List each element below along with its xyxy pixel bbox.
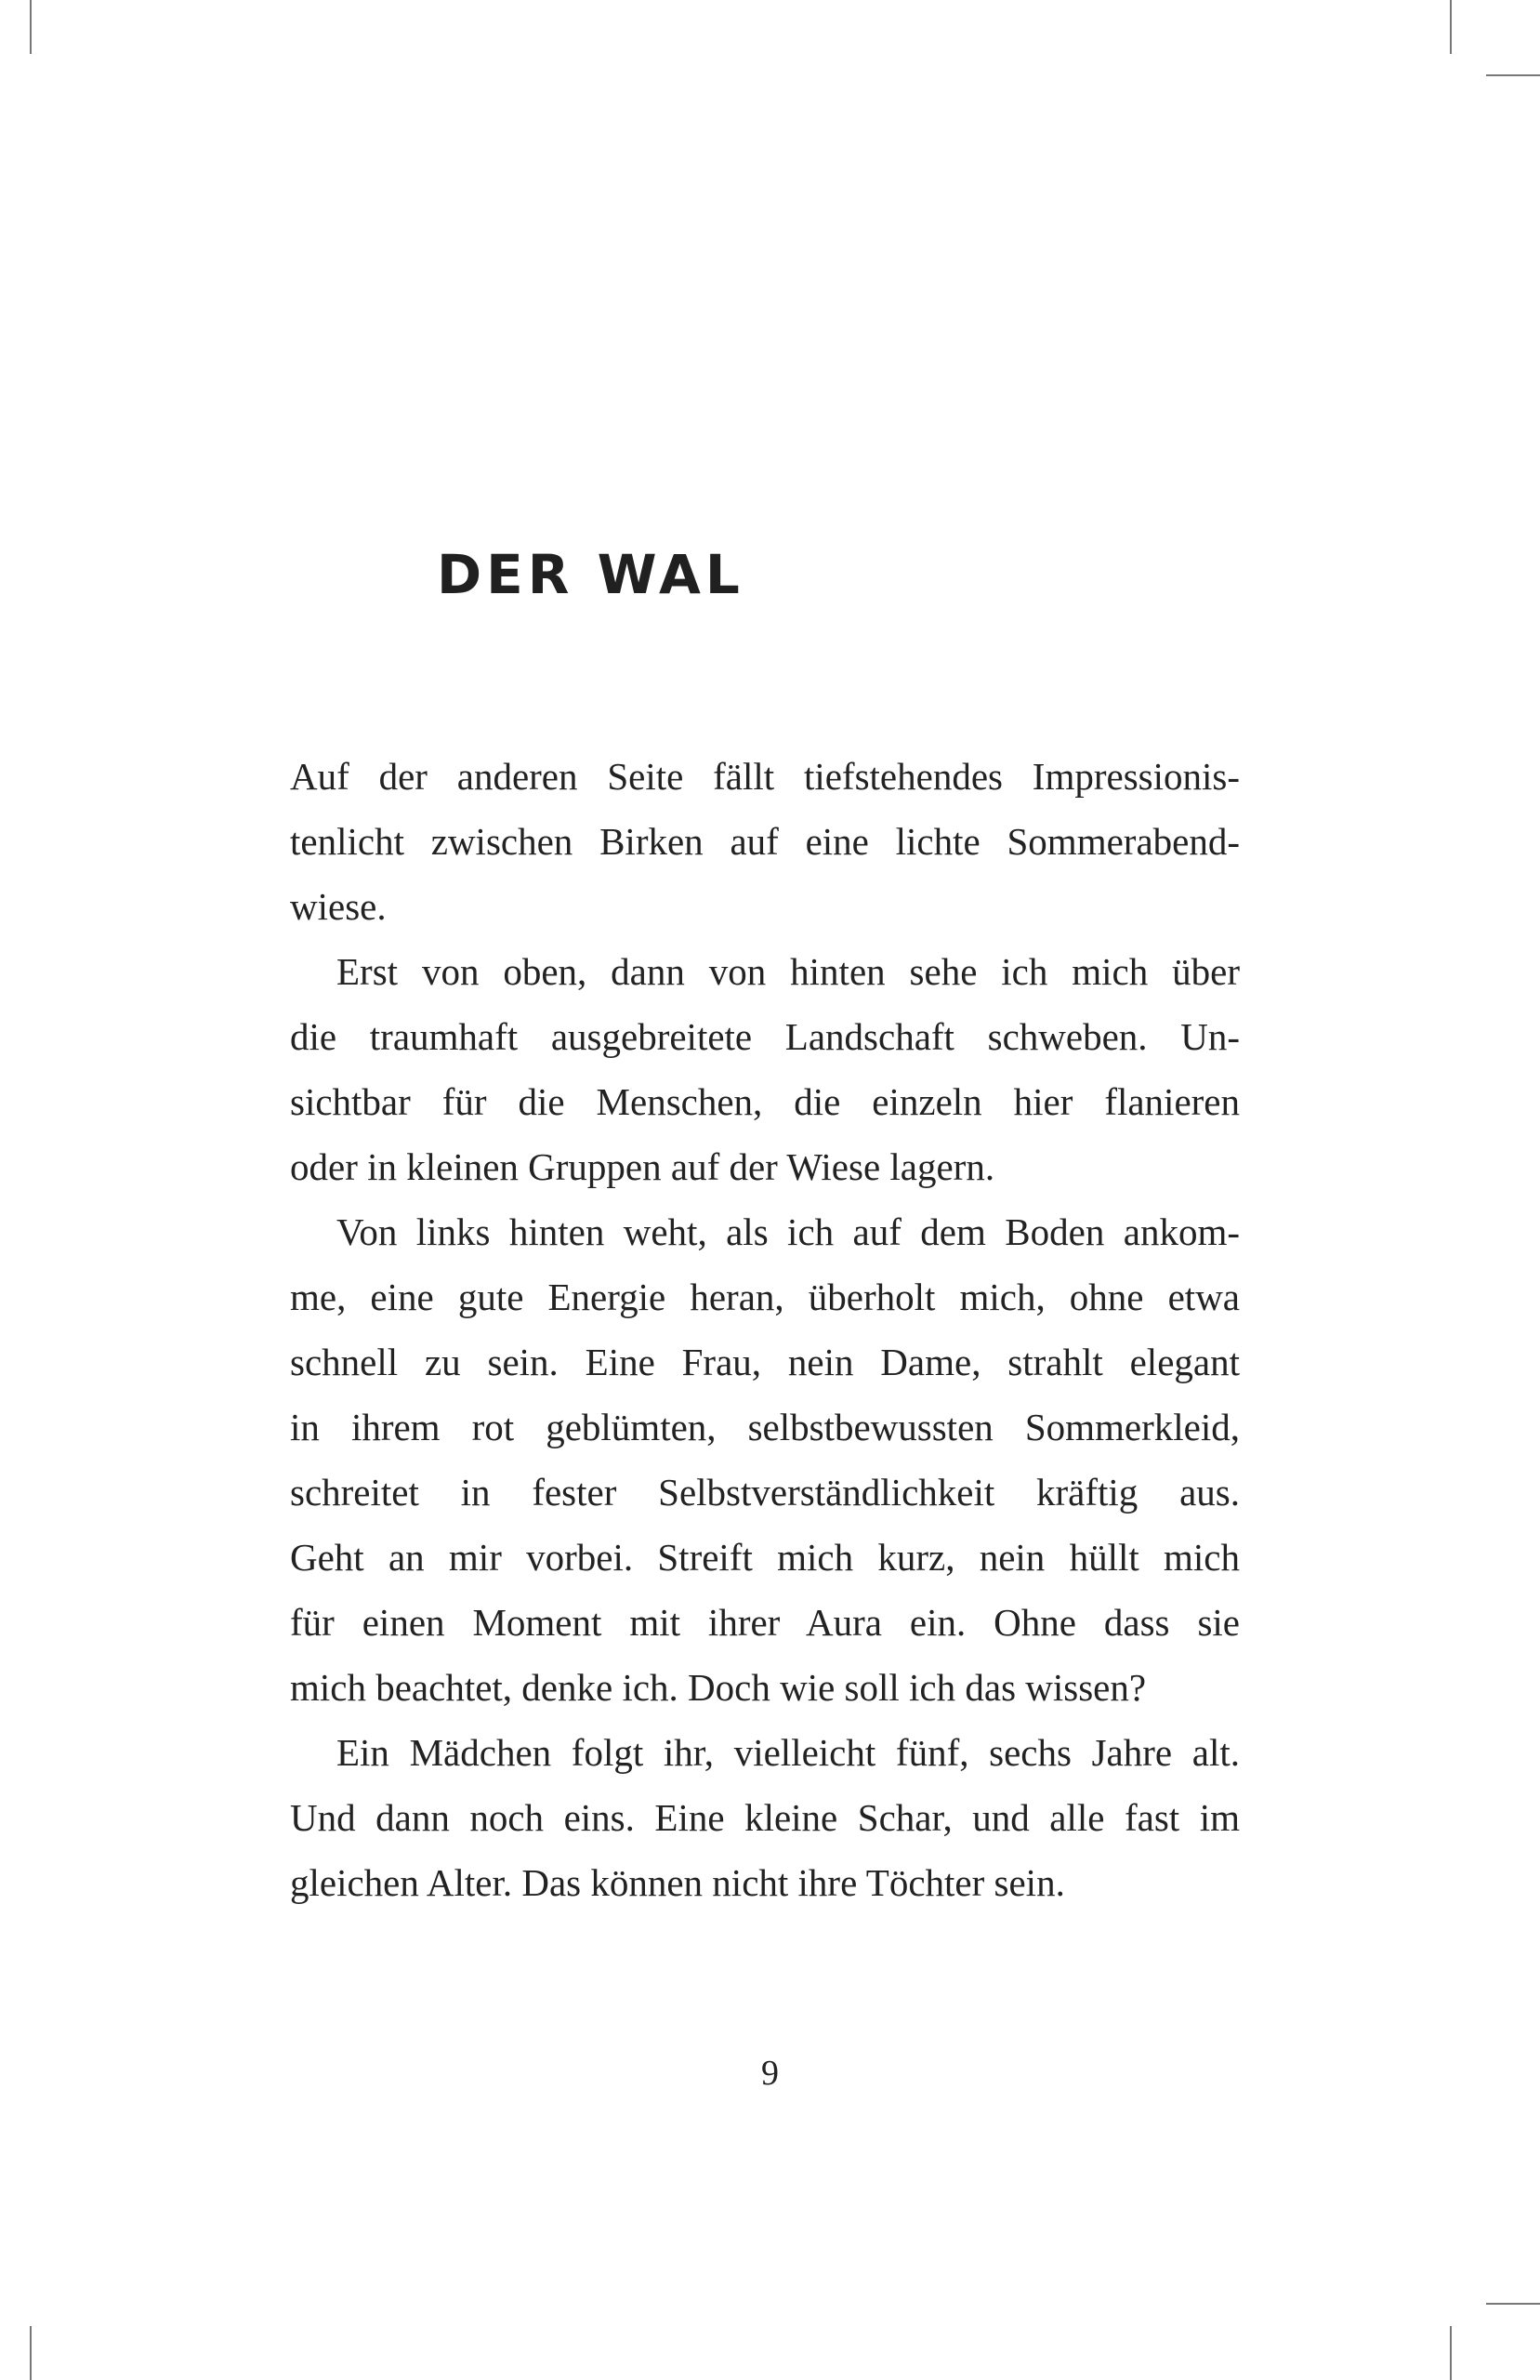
crop-mark-right-bottom: [1486, 2303, 1540, 2305]
text-line: die traumhaft ausgebreitete Landschaft schweben. Un-: [290, 1015, 1240, 1058]
text-line: sichtbar für die Menschen, die einzeln hier flanieren: [290, 1080, 1240, 1123]
text-line: Auf der anderen Seite fällt tiefstehendes Impressionis-: [290, 755, 1240, 798]
paragraph: [290, 1720, 1240, 1915]
paragraph: [290, 1199, 1240, 1720]
text-line: Ein Mädchen folgt ihr, vielleicht fünf, sechs Jahre alt.: [336, 1731, 1240, 1774]
body-text: [290, 744, 1240, 1915]
crop-mark-bottom-right: [1450, 2326, 1452, 2380]
paragraph: [290, 939, 1240, 1199]
text-line: Geht an mir vorbei. Streift mich kurz, nein hüllt mich: [290, 1536, 1240, 1579]
text-line: für einen Moment mit ihrer Aura ein. Ohne dass sie: [290, 1601, 1240, 1644]
text-line: wiese.: [290, 885, 387, 928]
text-line: Von links hinten weht, als ich auf dem Boden ankom-: [336, 1210, 1240, 1253]
crop-mark-top-left: [30, 0, 32, 54]
chapter-title: DER WAL: [437, 543, 744, 606]
text-line: gleichen Alter. Das können nicht ihre Töchter sein.: [290, 1861, 1065, 1904]
text-line: schnell zu sein. Eine Frau, nein Dame, strahlt elegant: [290, 1341, 1240, 1383]
text-line: schreitet in fester Selbstverständlichkeit kräftig aus.: [290, 1471, 1240, 1514]
crop-mark-right-top: [1486, 74, 1540, 76]
text-line: Erst von oben, dann von hinten sehe ich mich über: [336, 950, 1240, 993]
text-line: tenlicht zwischen Birken auf eine lichte Sommerabend-: [290, 820, 1240, 863]
crop-mark-bottom-left: [30, 2326, 32, 2380]
paragraph: [290, 744, 1240, 939]
text-line: mich beachtet, denke ich. Doch wie soll ich das wissen?: [290, 1666, 1147, 1709]
page-number: 9: [761, 2054, 779, 2093]
text-line: me, eine gute Energie heran, überholt mich, ohne etwa: [290, 1276, 1240, 1318]
text-line: in ihrem rot geblümten, selbstbewussten Sommerkleid,: [290, 1406, 1240, 1448]
crop-mark-top-right: [1450, 0, 1452, 54]
text-line: Und dann noch eins. Eine kleine Schar, und alle fast im: [290, 1796, 1240, 1839]
text-line: oder in kleinen Gruppen auf der Wiese lagern.: [290, 1145, 995, 1188]
